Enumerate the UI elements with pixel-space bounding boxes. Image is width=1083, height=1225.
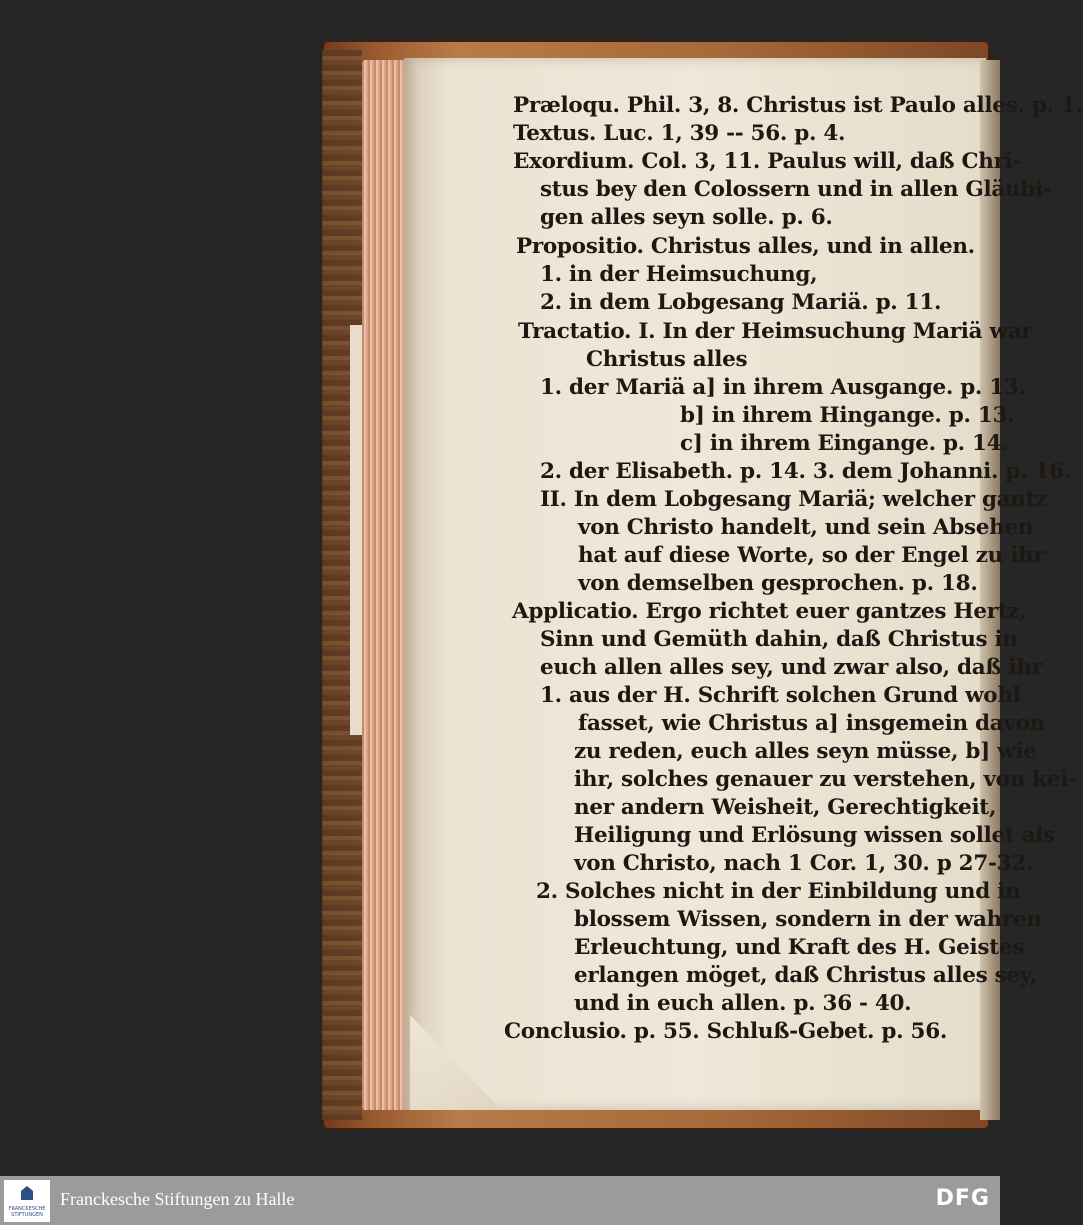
text-line: b] in ihrem Hingange. p. 13. <box>680 403 1015 428</box>
text-line: Tractatio. I. In der Heimsuchung Mariä war <box>518 319 1033 344</box>
text-line: Propositio. Christus alles, und in allen. <box>516 234 975 259</box>
text-line: blossem Wissen, sondern in der wahren <box>574 907 1042 932</box>
text-line: 1. in der Heimsuchung, <box>540 262 818 287</box>
text-line: gen alles seyn solle. p. 6. <box>540 205 833 230</box>
text-line: Erleuchtung, und Kraft des H. Geistes <box>574 935 1025 960</box>
viewer-footer <box>0 1176 1000 1225</box>
franckesche-logo[interactable] <box>4 1180 50 1222</box>
text-line: II. In dem Lobgesang Mariä; welcher gantz <box>540 487 1048 512</box>
text-line: Textus. Luc. 1, 39 -- 56. p. 4. <box>513 121 846 146</box>
text-line: Christus alles <box>586 347 748 372</box>
text-line: ner andern Weisheit, Gerechtigkeit, <box>574 795 997 820</box>
institution-name[interactable]: Franckesche Stiftungen zu Halle <box>60 1189 295 1209</box>
text-line: Exordium. Col. 3, 11. Paulus will, daß Chri- <box>513 149 1022 174</box>
text-line: 2. Solches nicht in der Einbildung und in <box>536 879 1021 904</box>
text-line: Applicatio. Ergo richtet euer gantzes Hertz, <box>512 599 1027 624</box>
text-line: von Christo handelt, und sein Absehen <box>578 515 1034 540</box>
text-line: 1. aus der H. Schrift solchen Grund wohl <box>540 683 1021 708</box>
building-icon <box>21 1186 33 1200</box>
text-line: Sinn und Gemüth dahin, daß Christus in <box>540 627 1018 652</box>
text-line: 2. in dem Lobgesang Mariä. p. 11. <box>540 290 942 315</box>
text-line: Heiligung und Erlösung wissen sollet als <box>574 823 1055 848</box>
text-line: fasset, wie Christus a] insgemein davon <box>578 711 1045 736</box>
text-line: 2. der Elisabeth. p. 14. 3. dem Johanni. p. 16. <box>540 459 1072 484</box>
text-line: stus bey den Colossern und in allen Gläubi- <box>540 177 1052 202</box>
text-line: und in euch allen. p. 36 - 40. <box>574 991 912 1016</box>
text-line: hat auf diese Worte, so der Engel zu ihr <box>578 543 1045 568</box>
text-line: zu reden, euch alles seyn müsse, b] wie <box>574 739 1037 764</box>
text-line: Conclusio. p. 55. Schluß-Gebet. p. 56. <box>504 1019 948 1044</box>
text-line: Præloqu. Phil. 3, 8. Christus ist Paulo alles. p. 1. <box>513 93 1083 118</box>
text-line: von demselben gesprochen. p. 18. <box>578 571 978 596</box>
dfg-logo[interactable]: DFG <box>935 1186 990 1211</box>
text-line: von Christo, nach 1 Cor. 1, 30. p 27-32. <box>574 851 1034 876</box>
text-line: c] in ihrem Eingange. p. 14. <box>680 431 1009 456</box>
text-line: 1. der Mariä a] in ihrem Ausgange. p. 13. <box>540 375 1026 400</box>
text-line: euch allen alles sey, und zwar also, daß ihr <box>540 655 1043 680</box>
logo-caption: FRANCKESCHE STIFTUNGEN <box>8 1206 46 1218</box>
text-line: ihr, solches genauer zu verstehen, von kei- <box>574 767 1077 792</box>
text-line: erlangen möget, daß Christus alles sey, <box>574 963 1038 988</box>
